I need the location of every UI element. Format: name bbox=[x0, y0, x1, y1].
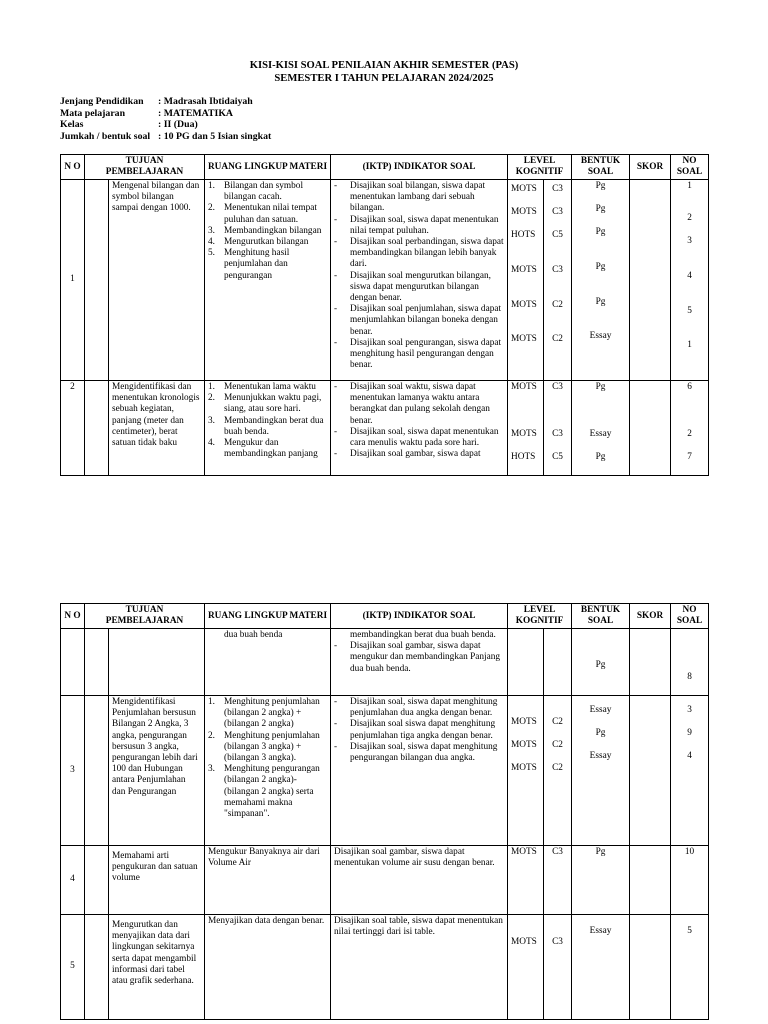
list-item: - Disajikan soal penjumlahan, siswa dapat menjumlahkan bilangan boneka dengan benar. bbox=[334, 304, 504, 338]
table-row bbox=[61, 915, 709, 1020]
list-item: - Disajikan soal perbandingan, siswa dapat membandingkan bilangan lebih banyak dari. bbox=[334, 237, 504, 271]
empty-cell bbox=[85, 846, 109, 915]
header-ruang-lingkup: RUANG LINGKUP MATERI bbox=[205, 155, 331, 180]
header-indikator: (IKTP) INDIKATOR SOAL bbox=[331, 155, 508, 180]
header-no-soal: NO SOAL bbox=[671, 155, 709, 180]
no-soal-cell: 10 bbox=[671, 846, 709, 915]
info-value: : 10 PG dan 5 Isian singkat bbox=[158, 130, 272, 142]
code-text: C5 bbox=[552, 230, 563, 240]
code-cell bbox=[544, 696, 572, 846]
empty-cell bbox=[85, 915, 109, 1020]
row-number: 5 bbox=[61, 915, 85, 1020]
no-soal-text: 9 bbox=[687, 728, 692, 738]
tujuan-cell: Mengenal bilangan dan symbol bilangan sampai dengan 1000. bbox=[109, 180, 205, 381]
info-row bbox=[60, 108, 271, 120]
level-text: HOTS bbox=[511, 230, 536, 240]
skor-cell bbox=[630, 381, 671, 476]
list-item: - Disajikan soal, siswa dapat menentukan cara menulis waktu pada sore hari. bbox=[334, 427, 504, 449]
row-number: 2 bbox=[61, 381, 85, 476]
tujuan-cell: Memahami arti pengukuran dan satuan volume bbox=[109, 846, 205, 915]
code-cell bbox=[544, 381, 572, 476]
materi-cell bbox=[205, 180, 331, 381]
info-value: : Madrasah Ibtidaiyah bbox=[158, 96, 253, 107]
materi-cell: Mengukur Banyaknya air dari Volume Air bbox=[205, 846, 331, 915]
list-item: - Disajikan soal gambar, siswa dapat mengukur dan membandingkan Panjang dua buah benda. bbox=[334, 641, 504, 675]
list-item: - Disajikan soal bilangan, siswa dapat menentukan lambang dari sebuah bilangan. bbox=[334, 181, 504, 215]
list-item: - Disajikan soal gambar, siswa dapat bbox=[334, 449, 504, 460]
code-text: C3 bbox=[552, 429, 563, 439]
list-item: - Disajikan soal, siswa dapat menentukan nilai tempat puluhan. bbox=[334, 215, 504, 237]
level-text: MOTS bbox=[511, 265, 537, 275]
document-info bbox=[60, 96, 271, 142]
no-soal-text: 4 bbox=[687, 751, 692, 761]
materi-cell bbox=[205, 381, 331, 476]
indikator-cell: Disajikan soal gambar, siswa dapat menentukan volume air susu dengan benar. bbox=[331, 846, 508, 915]
bentuk-text: Essay bbox=[589, 705, 612, 715]
list-item: 3. Menghitung pengurangan (bilangan 2 angka)- (bilangan 2 angka) serta memahami makna "simpanan". bbox=[208, 764, 320, 820]
bentuk-text: Essay bbox=[589, 751, 612, 761]
info-value: : MATEMATIKA bbox=[158, 107, 234, 119]
indikator-continuation: membandingkan berat dua buah benda. bbox=[350, 630, 496, 640]
skor-cell bbox=[630, 846, 671, 915]
no-soal-cell bbox=[671, 381, 709, 476]
bentuk-text: Pg bbox=[595, 452, 606, 462]
materi-cell bbox=[205, 696, 331, 846]
table-row bbox=[61, 381, 709, 476]
list-item: - Disajikan soal siswa dapat menghitung penjumlahan tiga angka dengan benar. bbox=[334, 719, 504, 741]
bentuk-text: Essay bbox=[589, 429, 612, 439]
indikator-cell bbox=[331, 629, 508, 696]
level-cell: MOTS bbox=[508, 915, 544, 1020]
indikator-cell bbox=[331, 696, 508, 846]
header-no: N O bbox=[61, 604, 85, 629]
bentuk-text: Pg bbox=[595, 181, 606, 191]
code-text: C2 bbox=[552, 740, 563, 750]
row-number: 4 bbox=[61, 846, 85, 915]
no-soal-text: 6 bbox=[687, 382, 692, 392]
level-text: MOTS bbox=[511, 382, 537, 392]
header-no-soal: NO SOAL bbox=[671, 604, 709, 629]
no-soal-text: 2 bbox=[687, 429, 692, 439]
tujuan-cell: Mengurutkan dan menyajikan data dari lingkungan sekitarnya serta dapat mengambil informasi dari tabel atau grafik sederhana. bbox=[109, 915, 205, 1020]
kisi-kisi-table-page2 bbox=[60, 603, 709, 1020]
tujuan-cell: Mengidentifikasi Penjumlahan bersusun Bilangan 2 Angka, 3 angka, pengurangan bersusun 3 angka, pengurangan lebih dari 100 dan Hubungan antara Penjumlahan dan Pengurangan bbox=[109, 696, 205, 846]
list-item: 1. Menghitung penjumlahan (bilangan 2 angka) + (bilangan 2 angka) bbox=[208, 697, 320, 730]
no-soal-cell bbox=[671, 696, 709, 846]
kisi-kisi-table-page1 bbox=[60, 154, 709, 476]
info-row bbox=[60, 119, 271, 131]
bentuk-cell: Pg bbox=[572, 846, 630, 915]
no-soal-cell: 5 bbox=[671, 915, 709, 1020]
level-cell bbox=[508, 381, 544, 476]
header-tujuan: TUJUAN PEMBELAJARAN bbox=[85, 604, 205, 629]
list-item: - Disajikan soal, siswa dapat menghitung pengurangan bilangan dua angka. bbox=[334, 742, 504, 764]
list-item: 3. Membandingkan bilangan bbox=[208, 225, 322, 236]
materi-cell: Menyajikan data dengan benar. bbox=[205, 915, 331, 1020]
document-title: KISI-KISI SOAL PENILAIAN AKHIR SEMESTER (PAS) bbox=[249, 60, 519, 71]
level-text: MOTS bbox=[511, 334, 537, 344]
empty-cell bbox=[544, 629, 572, 696]
no-soal-cell: 8 bbox=[671, 629, 709, 696]
no-soal-text: 1 bbox=[687, 181, 692, 191]
bentuk-text: Essay bbox=[589, 331, 612, 341]
table-header-row bbox=[61, 155, 709, 180]
no-soal-text: 3 bbox=[687, 705, 692, 715]
code-cell: C3 bbox=[544, 915, 572, 1020]
header-ruang-lingkup: RUANG LINGKUP MATERI bbox=[205, 604, 331, 629]
row-number: 3 bbox=[61, 696, 85, 846]
level-text: MOTS bbox=[511, 184, 537, 194]
skor-cell bbox=[630, 180, 671, 381]
no-soal-text: 3 bbox=[687, 236, 692, 246]
bentuk-text: Pg bbox=[595, 204, 606, 214]
no-soal-text: 4 bbox=[687, 271, 692, 281]
tujuan-cell: Mengidentifikasi dan menentukan kronologis sebuah kegiatan, panjang (meter dan centimeter), berat satuan tidak baku bbox=[109, 381, 205, 476]
header-skor: SKOR bbox=[630, 604, 671, 629]
row-number: 1 bbox=[61, 180, 85, 381]
info-row bbox=[60, 96, 271, 108]
table-row bbox=[61, 696, 709, 846]
code-text: C5 bbox=[552, 452, 563, 462]
list-item: 2. Menghitung penjumlahan (bilangan 3 angka) + (bilangan 3 angka). bbox=[208, 730, 320, 764]
bentuk-cell: Pg bbox=[572, 629, 630, 696]
info-value: : II (Dua) bbox=[158, 119, 198, 130]
no-soal-text: 5 bbox=[687, 306, 692, 316]
bentuk-cell bbox=[572, 381, 630, 476]
empty-cell bbox=[61, 629, 85, 696]
level-cell: MOTS bbox=[508, 846, 544, 915]
empty-cell bbox=[85, 381, 109, 476]
empty-cell bbox=[109, 629, 205, 696]
list-item: - Disajikan soal mengurutkan bilangan, siswa dapat mengurutkan bilangan dengan benar. bbox=[334, 271, 504, 305]
info-label: Jenjang Pendidikan bbox=[60, 96, 144, 107]
header-bentuk: BENTUK SOAL bbox=[572, 155, 630, 180]
bentuk-text: Pg bbox=[595, 382, 606, 392]
skor-cell bbox=[630, 629, 671, 696]
bentuk-text: Pg bbox=[595, 262, 606, 272]
info-label: Kelas bbox=[60, 119, 84, 130]
list-item: 1. Menentukan lama waktu bbox=[208, 382, 316, 392]
list-item: 4. Mengurutkan bilangan bbox=[208, 237, 309, 248]
code-text: C3 bbox=[552, 382, 563, 392]
info-row bbox=[60, 131, 271, 143]
list-item: 4. Mengukur dan membandingkan panjang bbox=[208, 438, 318, 460]
level-text: MOTS bbox=[511, 207, 537, 217]
header-skor: SKOR bbox=[630, 155, 671, 180]
code-text: C2 bbox=[552, 300, 563, 310]
header-level: LEVEL KOGNITIF bbox=[508, 155, 572, 180]
table-row bbox=[61, 629, 709, 696]
list-item: - Disajikan soal waktu, siswa dapat menentukan lamanya waktu antara berangkat dan pulang sekolah dengan benar. bbox=[334, 382, 504, 427]
code-text: C3 bbox=[552, 207, 563, 217]
list-item: 3. Membandingkan berat dua buah benda. bbox=[208, 415, 324, 437]
info-label: Jumkah / bentuk soal bbox=[60, 130, 151, 142]
empty-cell bbox=[508, 629, 544, 696]
level-cell bbox=[508, 696, 544, 846]
indikator-cell bbox=[331, 381, 508, 476]
code-text: C2 bbox=[552, 763, 563, 773]
list-item: 2. Menunjukkan waktu pagi, siang, atau sore hari. bbox=[208, 393, 322, 415]
code-cell: C3 bbox=[544, 846, 572, 915]
skor-cell bbox=[630, 915, 671, 1020]
no-soal-cell bbox=[671, 180, 709, 381]
level-cell bbox=[508, 180, 544, 381]
bentuk-cell bbox=[572, 696, 630, 846]
code-text: C2 bbox=[552, 334, 563, 344]
level-text: MOTS bbox=[511, 300, 537, 310]
list-item: - Disajikan soal pengurangan, siswa dapat menghitung hasil pengurangan dengan benar. bbox=[334, 338, 504, 372]
bentuk-text: Pg bbox=[595, 227, 606, 237]
indikator-cell bbox=[331, 180, 508, 381]
bentuk-cell: Essay bbox=[572, 915, 630, 1020]
empty-cell bbox=[85, 629, 109, 696]
header-indikator: (IKTP) INDIKATOR SOAL bbox=[331, 604, 508, 629]
header-no: N O bbox=[61, 155, 85, 180]
code-text: C2 bbox=[552, 717, 563, 727]
code-text: C3 bbox=[552, 184, 563, 194]
skor-cell bbox=[630, 696, 671, 846]
bentuk-cell bbox=[572, 180, 630, 381]
document-subtitle: SEMESTER I TAHUN PELAJARAN 2024/2025 bbox=[274, 73, 494, 84]
list-item: 2. Menentukan nilai tempat puluhan dan satuan. bbox=[208, 203, 317, 225]
indikator-cell: Disajikan soal table, siswa dapat menentukan nilai tertinggi dari isi table. bbox=[331, 915, 508, 1020]
table-header-row bbox=[61, 604, 709, 629]
list-item: 5. Menghitung hasil penjumlahan dan pengurangan bbox=[208, 248, 290, 281]
bentuk-text: Pg bbox=[595, 728, 606, 738]
table-row bbox=[61, 180, 709, 381]
level-text: HOTS bbox=[511, 452, 536, 462]
header-bentuk: BENTUK SOAL bbox=[572, 604, 630, 629]
empty-cell bbox=[85, 696, 109, 846]
code-cell bbox=[544, 180, 572, 381]
header-tujuan: TUJUAN PEMBELAJARAN bbox=[85, 155, 205, 180]
materi-cell: dua buah benda bbox=[205, 629, 331, 696]
level-text: MOTS bbox=[511, 717, 537, 727]
no-soal-text: 7 bbox=[687, 452, 692, 462]
level-text: MOTS bbox=[511, 740, 537, 750]
no-soal-text: 1 bbox=[687, 340, 692, 350]
list-item: - Disajikan soal, siswa dapat menghitung penjumlahan dua angka dengan benar. bbox=[334, 697, 504, 719]
no-soal-text: 2 bbox=[687, 213, 692, 223]
bentuk-text: Pg bbox=[595, 297, 606, 307]
info-label: Mata pelajaran bbox=[60, 107, 126, 119]
header-level: LEVEL KOGNITIF bbox=[508, 604, 572, 629]
code-text: C3 bbox=[552, 265, 563, 275]
list-item: 1. Bilangan dan symbol bilangan cacah. bbox=[208, 181, 304, 203]
level-text: MOTS bbox=[511, 763, 537, 773]
level-text: MOTS bbox=[511, 429, 537, 439]
empty-cell bbox=[85, 180, 109, 381]
table-row bbox=[61, 846, 709, 915]
